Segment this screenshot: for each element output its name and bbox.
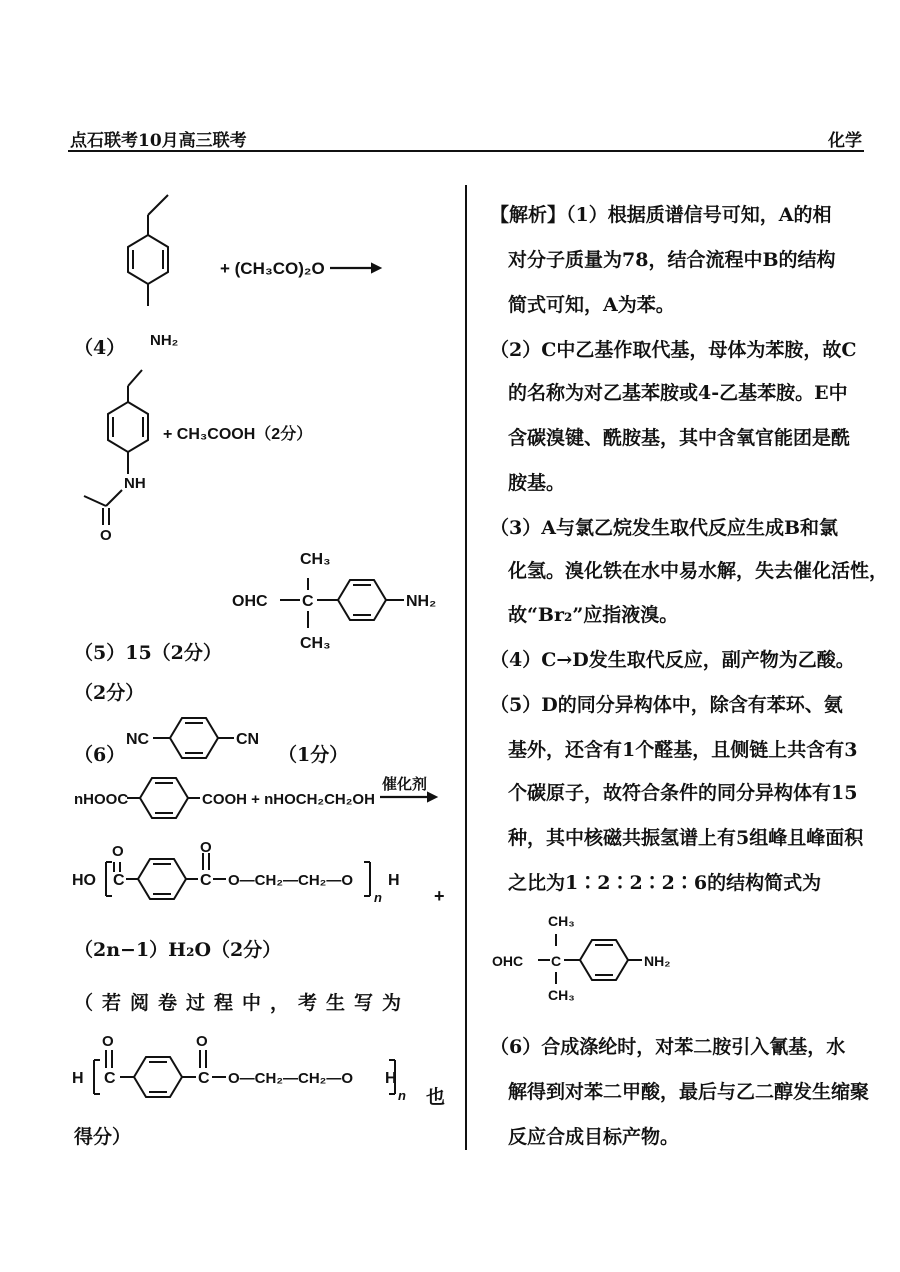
q5-ch3-bottom: CH₃: [300, 635, 331, 652]
analysis-line: （2）C中乙基作取代基，母体为苯胺，故C: [490, 339, 857, 361]
analysis-line: 的名称为对乙基苯胺或4-乙基苯胺。E中: [508, 382, 848, 404]
analysis-line: 反应合成目标产物。: [508, 1126, 680, 1148]
q6-label: （6）: [74, 744, 126, 766]
rxn-catalyst: 催化剂: [382, 776, 428, 793]
q4-o-text: O: [100, 527, 112, 544]
q5-left-structure: [280, 578, 404, 628]
polymer-c2: C: [200, 872, 212, 889]
q4-reagent-text: + (CH₃CO)₂O: [220, 259, 325, 278]
analysis-line: （4）C→D发生取代反应，副产物为乙酸。: [490, 649, 855, 671]
q4-amine-text: NH₂: [150, 332, 179, 349]
q5-ch3-top: CH₃: [300, 551, 331, 568]
right-ch3-bottom: CH₃: [548, 987, 575, 1003]
polymer-ho: HO: [72, 872, 96, 889]
analysis-line: 对分子质量为78，结合流程中B的结构: [508, 249, 836, 271]
alt-polymer-end: H: [385, 1070, 397, 1087]
rxn-water: （2n−1）H₂O（2分）: [74, 939, 282, 961]
alt-polymer-tail: O—CH₂—CH₂—O: [228, 1070, 353, 1087]
alt-polymer-h: H: [72, 1070, 84, 1087]
analysis-line: 【解析】（1）根据质谱信号可知，A的相: [490, 204, 832, 226]
q5-c: C: [302, 593, 314, 610]
analysis-line: 基外，还含有1个醛基，且侧链上共含有3: [508, 739, 858, 761]
polymer-o2: O: [200, 839, 212, 856]
note-close: 得分）: [74, 1126, 132, 1148]
analysis-line: 解得到对苯二甲酸，最后与乙二醇发生缩聚: [508, 1081, 870, 1103]
header-subject: 化学: [828, 131, 862, 151]
note-also: 也: [426, 1086, 446, 1108]
polymer-c1: C: [113, 872, 125, 889]
q4-reactant-structure: [128, 195, 380, 306]
q5-nh2: NH₂: [406, 593, 437, 610]
analysis-line: 含碳溴键、酰胺基，其中含氧官能团是酰: [508, 427, 851, 449]
analysis-line: 之比为1∶2∶2∶2∶6的结构简式为: [508, 872, 822, 894]
q5-answer-score: （2分）: [74, 682, 145, 704]
alt-polymer-c2: C: [198, 1070, 210, 1087]
q4-product-structure: [84, 370, 148, 525]
alt-polymer-o2: O: [196, 1033, 208, 1050]
analysis-line: 化氢。溴化铁在水中易水解，失去催化活性，: [508, 560, 889, 582]
q4-nh-text: NH: [124, 475, 146, 492]
right-c: C: [551, 953, 562, 969]
q5-ohc: OHC: [232, 593, 268, 610]
polymer-h: H: [388, 872, 400, 889]
rxn-reactant-right: COOH + nHOCH₂CH₂OH: [202, 791, 375, 808]
q5-answer: （5）15（2分）: [74, 642, 222, 664]
polymer-n: n: [374, 890, 382, 905]
rxn-plus: +: [434, 886, 445, 906]
header-title: 点石联考10月高三联考: [70, 131, 247, 151]
q6-nc: NC: [126, 731, 150, 748]
polymer-tail: O—CH₂—CH₂—O: [228, 872, 353, 889]
right-ch3-top: CH₃: [548, 913, 575, 929]
analysis-line: （5）D的同分异构体中，除含有苯环、氨: [490, 694, 843, 716]
analysis-line: 个碳原子，故符合条件的同分异构体有15: [508, 782, 858, 804]
analysis-line: 种，其中核磁共振氢谱上有5组峰且峰面积: [508, 827, 864, 849]
q4-product-extra: + CH₃COOH（2分）: [163, 426, 313, 443]
analysis-line: （3）A与氯乙烷发生取代反应生成B和氯: [490, 517, 839, 539]
alt-polymer-c1: C: [104, 1070, 116, 1087]
q6-cn: CN: [236, 731, 260, 748]
right-nh2: NH₂: [644, 953, 671, 969]
rxn-reactant-left: nHOOC: [74, 791, 129, 808]
alt-polymer-n: n: [398, 1088, 406, 1103]
polymer-o1: O: [112, 843, 124, 860]
q6-score: （1分）: [278, 744, 349, 766]
analysis-line: （6）合成涤纶时，对苯二胺引入氰基，水: [490, 1036, 846, 1058]
alt-polymer-o1: O: [102, 1033, 114, 1050]
analysis-line: 简式可知，A为苯。: [508, 294, 675, 316]
q4-label: （4）: [74, 337, 126, 359]
analysis-line: 胺基。: [508, 472, 566, 494]
analysis-line: 故“Br₂”应指液溴。: [508, 604, 679, 626]
right-ohc: OHC: [492, 953, 524, 969]
note-open: （若阅卷过程中，考生写为: [74, 992, 411, 1014]
q6-dinitrile-structure: [153, 718, 234, 758]
